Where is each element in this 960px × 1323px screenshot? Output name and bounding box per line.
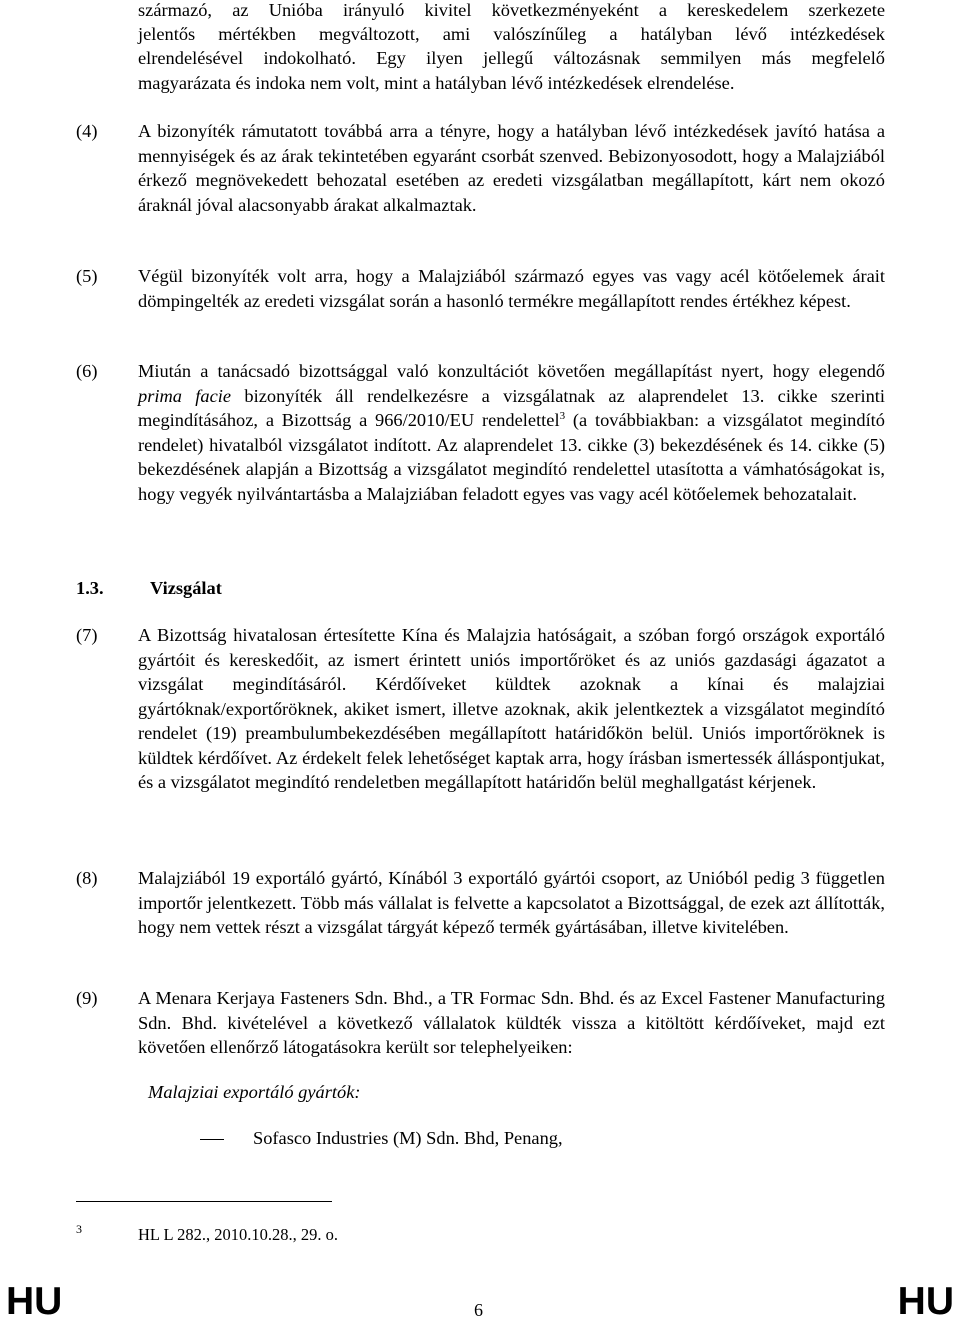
section-title: Vizsgálat: [150, 578, 222, 598]
list-item: Sofasco Industries (M) Sdn. Bhd, Penang,: [253, 1128, 563, 1148]
footnote-separator: [76, 1201, 332, 1202]
paragraph-6: [138, 359, 885, 506]
paragraph-4: A bizonyíték rámutatott továbbá arra a tényre, hogy a hatályban lévő intézkedések javító hatása a mennyiségek és az árak tekintetében egyaránt csorbát szenved. Bebizonyosodott, hogy a Malajziából érkező megnövekedett behozatal esetében az eredeti vizsgálatban megállapított, kárt nem okozó áraknál jóval alacsonyabb árakat alkalmaztak.: [138, 121, 885, 215]
intro-line-4: magyarázata és indoka nem volt, mint a hatályban lévő intézkedések elrendelése.: [138, 73, 735, 93]
paragraph-9: A Menara Kerjaya Fasteners Sdn. Bhd., a TR Formac Sdn. Bhd. és az Excel Fastener Manufacturing Sdn. Bhd. kivételével a következő vállalatok küldték vissza a kitöltött kérdőíveket, majd ezt követően ellenőrző látogatásokra került sor telephelyeiken:: [138, 988, 885, 1057]
paragraph-6-text-c: (a továbbiakban: a vizsgálatot megindító rendelet) hivatalból vizsgálatot indított. Az alaprendelet 13. cikke (3) bekezdésének és 14. cikke (5) bekezdésének alapján a Bizottság a vizsgálatot megindító rendelettel utasította a vámhatóságokat is, hogy vegyék nyilvántartásba a Malajziában feladott egyes vas vagy acél kötőelemek behozatalait.: [138, 410, 885, 504]
footnote-number: 3: [76, 1222, 82, 1236]
paragraph-7: A Bizottság hivatalosan értesítette Kína és Malajzia hatóságait, a szóban forgó országok exportáló gyártóit és kereskedőit, az ismert érintett uniós importőröket és az uniós gazdasági ágazatot a vizsgálat megindításáról. Kérdőíveket küldtek azoknak a kínai és malajziai gyártóknak/exportőröknek, akiket ismert, illetve azoknak, akik jelentkeztek a vizsgálatot megindító rendelet (19) preambulumbekezdésében megállapított határidőkön belül. Uniós importőröknek is küldtek kérdőívet. Az érdekelt felek lehetőséget kaptak arra, hogy írásban ismertessék álláspontjukat, és a vizsgálatot megindító rendeletben megállapított határidőn belül meghallgatást kérjenek.: [138, 625, 885, 792]
paragraph-6-italic: prima facie: [138, 385, 232, 406]
paragraph-number-6: (6): [76, 361, 98, 381]
paragraph-number-9: (9): [76, 988, 98, 1008]
section-number: 1.3.: [76, 578, 104, 598]
list-dash: [200, 1139, 224, 1140]
paragraph-6-text-a: Miután a tanácsadó bizottsággal való konzultációt követően megállapítást nyert, hogy elegendő: [138, 361, 885, 381]
intro-line-1: származó, az Unióba irányuló kivitel következményeként a kereskedelem szerkezete: [138, 0, 885, 20]
paragraph-number-8: (8): [76, 868, 98, 888]
page-number: 6: [474, 1300, 483, 1320]
footer-language-left: HU: [6, 1280, 63, 1323]
exporters-subheading: Malajziai exportáló gyártók:: [148, 1082, 361, 1102]
intro-line-2: jelentős mértékben megváltozott, ami valószínűleg a hatályban lévő intézkedések: [138, 24, 885, 44]
footnote-reference: 3: [559, 409, 566, 422]
footer-language-right: HU: [897, 1280, 954, 1323]
paragraph-number-4: (4): [76, 121, 98, 141]
paragraph-number-5: (5): [76, 266, 98, 286]
paragraph-6-text-b: bizonyíték áll rendelkezésre a vizsgálatnak az alaprendelet 13. cikke szerinti megindításához, a Bizottság a 966/2010/EU rendelettel: [138, 385, 885, 430]
footnote-text: HL L 282., 2010.10.28., 29. o.: [138, 1225, 338, 1244]
paragraph-8: Malajziából 19 exportáló gyártó, Kínából 3 exportáló gyártói csoport, az Unióból pedig 3 független importőr jelentkezett. Több más vállalat is felvette a kapcsolatot a Bizottsággal, de ezek azt állították, hogy nem vettek részt a vizsgálat tárgyát képező termék gyártásában, illetve kivitelében.: [138, 868, 885, 937]
intro-line-3: elrendelésével indokolható. Egy ilyen jellegű változásnak semmilyen más megfelelő: [138, 48, 885, 68]
paragraph-number-7: (7): [76, 625, 98, 645]
paragraph-5: Végül bizonyíték volt arra, hogy a Malajziából származó egyes vas vagy acél kötőelemek árait dömpingelték az eredeti vizsgálat során a hasonló termékre megállapított rendes értékhez képest.: [138, 266, 885, 311]
